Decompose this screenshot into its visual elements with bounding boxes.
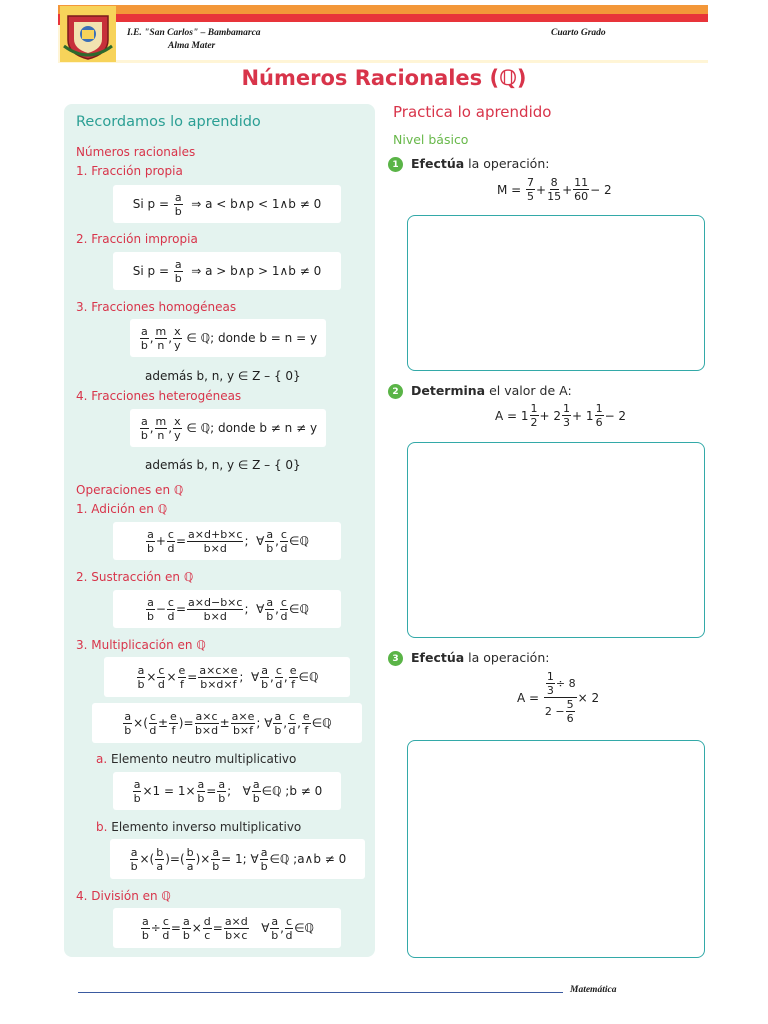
problem-2-statement (411, 383, 572, 398)
homogeneous-formula: $\frac{a}{b}$ , $\frac{m}{n}$ , $\frac{x}{y}$ ∈ ℚ; donde b = n = y (130, 319, 326, 357)
proper-fraction-label: 1. Fracción propia (76, 164, 183, 178)
operations-title: Operaciones en ℚ (76, 483, 184, 497)
problem-2-equation: A = 1 $\frac{1}{2}$ + 2 $\frac{1}{3}$ + 1 $\frac{1}{6}$ − 2 (495, 402, 627, 429)
problem-3-answer-box[interactable] (407, 740, 705, 958)
inverse-element-label (96, 820, 301, 834)
heterogeneous-label: 4. Fracciones heterogéneas (76, 389, 242, 403)
school-name: I.E. "San Carlos" – Bambamarca (127, 28, 261, 38)
letter-a: a. (96, 752, 108, 766)
neutral-element-text: Elemento neutro multiplicativo (111, 752, 297, 766)
letter-b: b. (96, 820, 108, 834)
neutral-element-formula: $\frac{a}{b}$ ×1 = 1× $\frac{a}{b}$ = $\frac{a}{b}$ ; ∀ $\frac{a}{b}$ ∈ℚ ;b ≠ 0 (113, 772, 341, 810)
problem-2-answer-box[interactable] (407, 442, 705, 638)
homogeneous-note: además b, n, y ∈ Z – { 0} (145, 369, 301, 383)
problem-1-equation: M = $\frac{7}{5}$ + $\frac{8}{15}$ + $\frac{11}{60}$ − 2 (497, 176, 612, 203)
neutral-element-label (96, 752, 296, 766)
problem-3-equation: A = $\frac{1}{3}$ ÷ 8 2 − $\frac{5}{6}$ × 2 (517, 670, 600, 725)
addition-formula: $\frac{a}{b}$ + $\frac{c}{d}$ = $\frac{a\times d+b\times c}{b\times d}$ ; ∀ $\frac{a}{b}$ , $\frac{c}{d}$ ∈ℚ (113, 522, 341, 560)
addition-label: 1. Adición en ℚ (76, 502, 168, 516)
rational-title: Números racionales (76, 145, 196, 159)
problem-3-verb: Efectúa (411, 650, 465, 665)
division-label: 4. División en ℚ (76, 889, 171, 903)
multiplication-formula: $\frac{a}{b}$ × $\frac{c}{d}$ × $\frac{e}{f}$ = $\frac{a\times c\times e}{b\times d\times f}$ ; ∀ $\frac{a}{b}$ , $\frac{c}{d}$ , $\frac{e}{f}$ ∈ℚ (104, 657, 350, 697)
header-orange-stripe (58, 5, 708, 14)
heterogeneous-formula: $\frac{a}{b}$ , $\frac{m}{n}$ , $\frac{x}{y}$ ∈ ℚ; donde b ≠ n ≠ y (130, 409, 326, 447)
problem-1-answer-box[interactable] (407, 215, 705, 371)
inverse-element-formula: $\frac{a}{b}$ ×( $\frac{b}{a}$ )=( $\frac{b}{a}$ )× $\frac{a}{b}$ = 1; ∀ $\frac{a}{b}$ ∈ℚ ;a∧b ≠ 0 (110, 839, 365, 879)
footer-line (78, 992, 563, 993)
school-motto: Alma Mater (168, 41, 216, 51)
improper-fraction-label: 2. Fracción impropia (76, 232, 198, 246)
problem-3-number: 3 (388, 651, 403, 666)
distributive-formula: $\frac{a}{b}$ ×( $\frac{c}{d}$ ± $\frac{e}{f}$ )= $\frac{a\times c}{b\times d}$ ± $\frac{a\times e}{b\times f}$ ; ∀ $\frac{a}{b}$ , $\frac{c}{d}$ , $\frac{e}{f}$ ∈ℚ (92, 703, 362, 743)
proper-fraction-condition: ⇒ a < b∧p < 1∧b ≠ 0 (191, 197, 322, 211)
improper-fraction-condition: ⇒ a > b∧p > 1∧b ≠ 0 (191, 264, 322, 278)
subtraction-label: 2. Sustracción en ℚ (76, 570, 194, 584)
subtraction-formula: $\frac{a}{b}$ − $\frac{c}{d}$ = $\frac{a\times d-b\times c}{b\times d}$ ; ∀ $\frac{a}{b}$ , $\frac{c}{d}$ ∈ℚ (113, 590, 341, 628)
problem-3-statement (411, 650, 549, 665)
improper-fraction-formula: Si p = $\frac{a}{b}$ ⇒ a > b∧p > 1∧b ≠ 0 (113, 252, 341, 290)
problem-2-verb: Determina (411, 383, 486, 398)
footer-subject: Matemática (570, 985, 617, 995)
grade-label: Cuarto Grado (551, 28, 606, 38)
problem-2-number: 2 (388, 384, 403, 399)
practice-heading: Practica lo aprendido (393, 103, 552, 121)
proper-fraction-formula: Si p = $\frac{a}{b}$ ⇒ a < b∧p < 1∧b ≠ 0 (113, 185, 341, 223)
recap-heading: Recordamos lo aprendido (76, 114, 261, 130)
problem-1-text: la operación: (464, 156, 550, 171)
division-formula: $\frac{a}{b}$ ÷ $\frac{c}{d}$ = $\frac{a}{b}$ × $\frac{d}{c}$ = $\frac{a\times d}{b\times c}$ ∀ $\frac{a}{b}$ , $\frac{c}{d}$ ∈ℚ (113, 908, 341, 948)
multiplication-label: 3. Multiplicación en ℚ (76, 638, 206, 652)
homogeneous-condition: ∈ ℚ; donde b = n = y (186, 331, 318, 345)
problem-3-text: la operación: (464, 650, 550, 665)
homogeneous-label: 3. Fracciones homogéneas (76, 300, 237, 314)
heterogeneous-condition: ∈ ℚ; donde b ≠ n ≠ y (186, 421, 318, 435)
page-title: Números Racionales (ℚ) (241, 66, 527, 90)
problem-1-statement (411, 156, 549, 171)
heterogeneous-note: además b, n, y ∈ Z – { 0} (145, 458, 301, 472)
level-label: Nivel básico (393, 132, 469, 147)
problem-1-verb: Efectúa (411, 156, 465, 171)
inverse-element-text: Elemento inverso multiplicativo (111, 820, 302, 834)
problem-2-text: el valor de A: (485, 383, 572, 398)
problem-1-number: 1 (388, 157, 403, 172)
school-logo (60, 6, 116, 62)
